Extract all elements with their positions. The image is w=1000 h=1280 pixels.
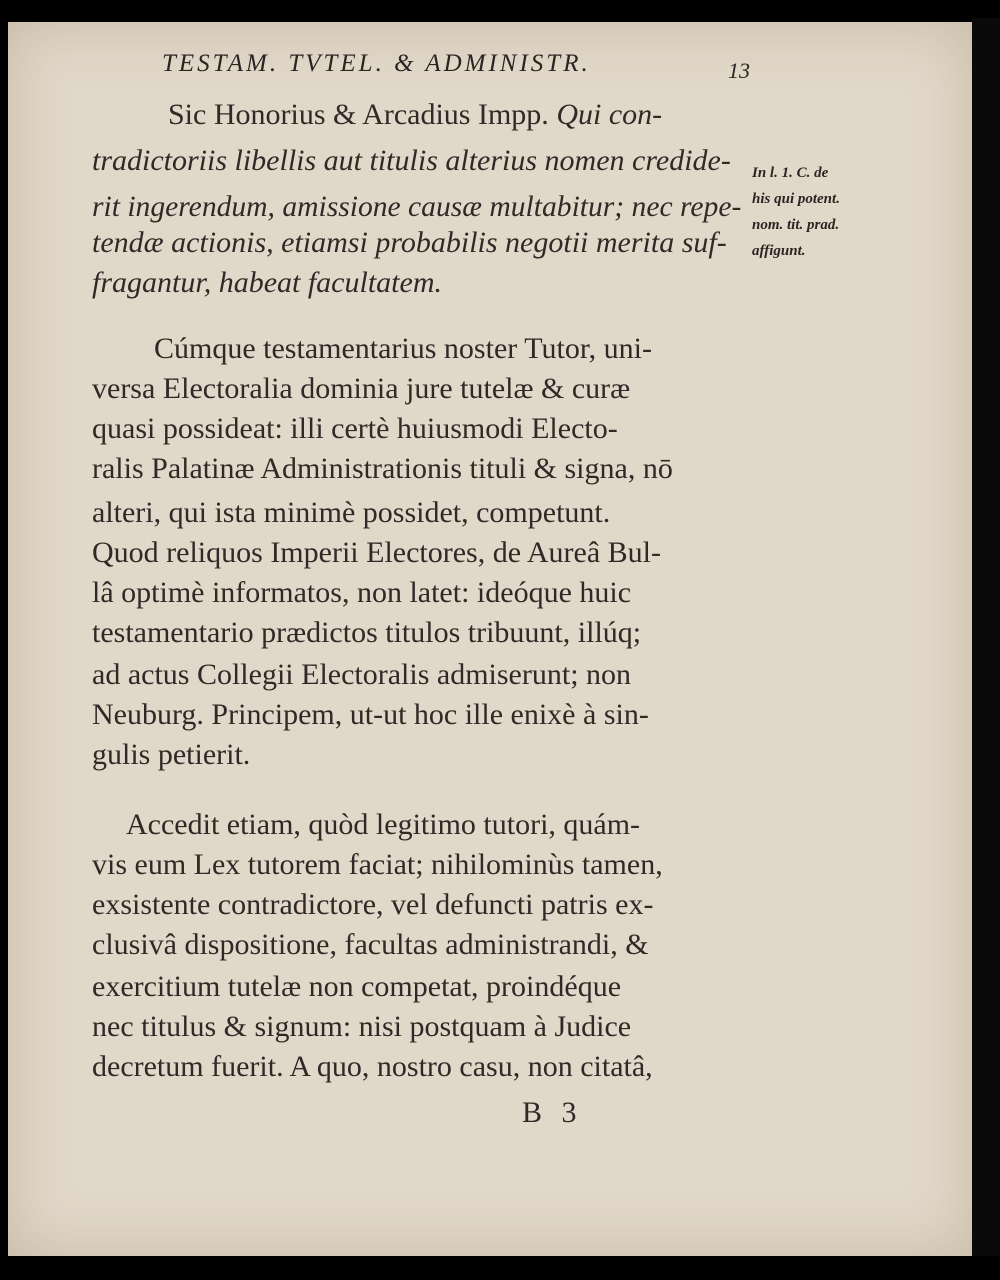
text-line: alteri, qui ista minimè possidet, competunt. xyxy=(92,496,611,529)
page-number: 13 xyxy=(728,58,750,83)
text-line: decretum fuerit. A quo, nostro casu, non citatâ, xyxy=(92,1050,653,1083)
text-line: ralis Palatinæ Administrationis tituli & signa, nō xyxy=(92,452,673,485)
text-line: tradictoriis libellis aut titulis alterius nomen credide- xyxy=(92,144,731,177)
text-line: rit ingerendum, amissione causæ multabitur; nec repe- xyxy=(92,190,742,223)
margin-note xyxy=(752,160,840,264)
text-line: Neuburg. Principem, ut-ut hoc ille enixè à sin- xyxy=(92,698,649,731)
text-line: vis eum Lex tutorem faciat; nihilominùs tamen, xyxy=(92,848,663,881)
text-line: versa Electoralia dominia jure tutelæ & curæ xyxy=(92,372,631,405)
text-line: quasi possideat: illi certè huiusmodi Electo- xyxy=(92,412,618,445)
text-line: tendæ actionis, etiamsi probabilis negotii merita suf- xyxy=(92,226,727,259)
text-line: ad actus Collegii Electoralis admiserunt; non xyxy=(92,658,632,691)
roman-text: Sic Honorius & Arcadius Impp. xyxy=(168,98,557,131)
margin-note-line: In l. 1. C. de xyxy=(752,165,829,181)
margin-note-line: his qui potent. xyxy=(752,191,840,207)
text-line xyxy=(168,98,662,132)
text-line: testamentario prædictos titulos tribuunt, illúq; xyxy=(92,616,642,649)
margin-note-line: nom. tit. prad. xyxy=(752,217,840,233)
italic-text: Qui con- xyxy=(556,98,663,131)
text-line: clusivâ dispositione, facultas administrandi, & xyxy=(92,928,649,961)
text-line: Quod reliquos Imperii Electores, de Aureâ Bul- xyxy=(92,536,662,569)
text-line: lâ optimè informatos, non latet: ideóque huic xyxy=(92,576,632,609)
margin-note-line: affigunt. xyxy=(752,243,806,259)
text-line: Cúmque testamentarius noster Tutor, uni- xyxy=(154,332,652,365)
text-line: exercitium tutelæ non competat, proindéque xyxy=(92,970,622,1003)
page-edge-shadow xyxy=(972,18,1000,1280)
text-line: fragantur, habeat facultatem. xyxy=(92,266,442,299)
text-line: exsistente contradictore, vel defuncti patris ex- xyxy=(92,888,654,921)
text-line: gulis petierit. xyxy=(92,738,251,771)
text-line: Accedit etiam, quòd legitimo tutori, quám- xyxy=(126,808,641,841)
signature-mark: B 3 xyxy=(522,1096,583,1129)
scan-border-bottom xyxy=(0,1256,1000,1280)
text-line: nec titulus & signum: nisi postquam à Judice xyxy=(92,1010,632,1043)
running-head: TESTAM. TVTEL. & ADMINISTR. xyxy=(162,50,591,77)
